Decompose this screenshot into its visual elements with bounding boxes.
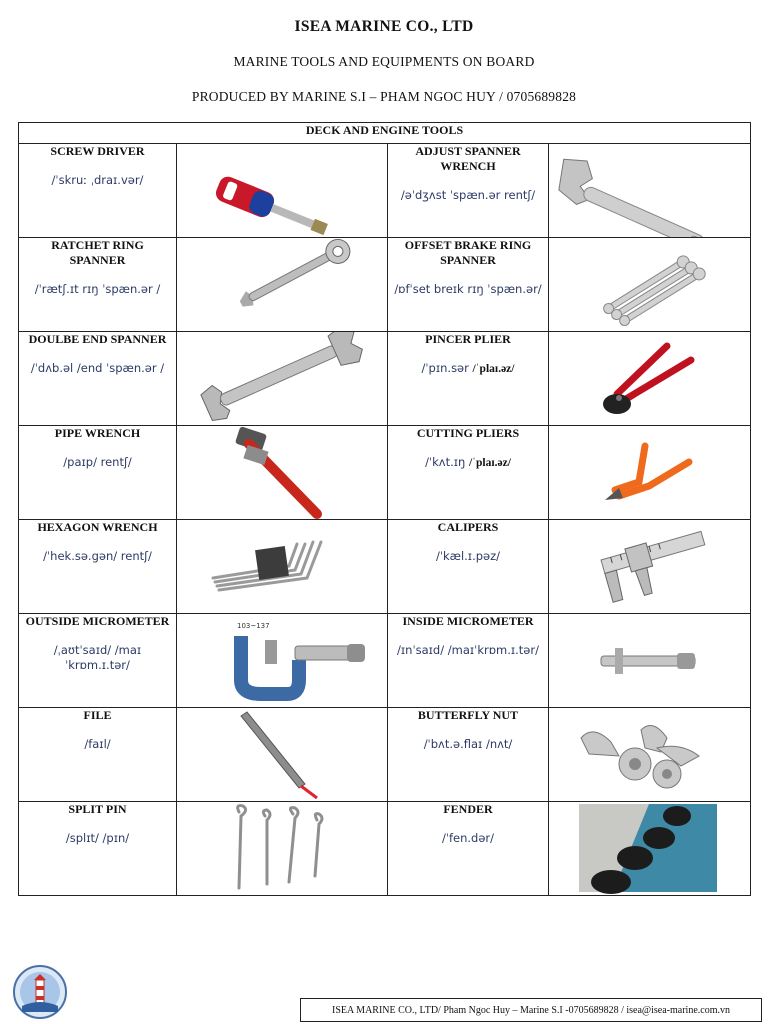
calipers-image bbox=[549, 520, 751, 614]
table-caption: DECK AND ENGINE TOOLS bbox=[19, 123, 751, 144]
tool-pronunciation: /ˈskruː ˌdraɪ.vər/ bbox=[51, 173, 144, 187]
company-title: ISEA MARINE CO., LTD bbox=[294, 18, 474, 35]
tool-pronunciation: /ˈdʌb.əl /end ˈspæn.ər / bbox=[30, 361, 165, 375]
offset-ring-spanner-icon bbox=[549, 238, 751, 331]
double-end-spanner-image bbox=[177, 332, 388, 426]
double-end-spanner-icon bbox=[177, 332, 388, 425]
tool-name: PINCER PLIER bbox=[425, 332, 511, 346]
tool-cell-outside-micrometer bbox=[19, 614, 177, 708]
tool-name: PIPE WRENCH bbox=[54, 426, 141, 440]
tool-cell-ratchet-spanner bbox=[19, 238, 177, 332]
screwdriver-icon bbox=[177, 144, 388, 237]
tool-name: SPLIT PIN bbox=[68, 802, 127, 816]
butterfly-nut-image bbox=[549, 708, 751, 802]
cutting-pliers-icon bbox=[549, 426, 751, 519]
tool-cell-pincer-plier bbox=[388, 332, 549, 426]
tool-pronunciation: /əˈdʒʌst ˈspæn.ər rentʃ/ bbox=[400, 188, 536, 202]
tool-cell-double-end-spanner bbox=[19, 332, 177, 426]
tools-table bbox=[18, 122, 751, 896]
tool-pronunciation: /ˈrætʃ.ɪt rɪŋ ˈspæn.ər / bbox=[34, 282, 161, 296]
tool-cell-fender bbox=[388, 802, 549, 896]
tool-name: ADJUST SPANNER WRENCH bbox=[415, 144, 521, 173]
tool-name: BUTTERFLY NUT bbox=[417, 708, 519, 722]
tool-pronunciation: /ˈkʌt.ɪŋ /ˈplaɪ.əz/ bbox=[425, 455, 511, 469]
tool-pronunciation: /ˌaʊtˈsaɪd/ /maɪˈkrɒm.ɪ.tər/ bbox=[53, 643, 142, 672]
table-row bbox=[19, 426, 751, 520]
document-subtitle: MARINE TOOLS AND EQUIPMENTS ON BOARD bbox=[233, 54, 535, 69]
tool-cell-hexagon-wrench bbox=[19, 520, 177, 614]
table-row bbox=[19, 802, 751, 896]
isea-lighthouse-logo bbox=[12, 964, 68, 1020]
hex-key-set-icon bbox=[177, 520, 388, 613]
file-image bbox=[177, 708, 388, 802]
tool-name: INSIDE MICROMETER bbox=[402, 614, 534, 628]
tool-name: OUTSIDE MICROMETER bbox=[25, 614, 170, 628]
table-row bbox=[19, 708, 751, 802]
inside-micrometer-icon bbox=[549, 614, 751, 707]
outside-micrometer-image bbox=[177, 614, 388, 708]
table-row bbox=[19, 614, 751, 708]
tool-name: HEXAGON WRENCH bbox=[37, 520, 158, 534]
tool-name: SCREW DRIVER bbox=[50, 144, 145, 158]
screwdriver-image bbox=[177, 144, 388, 238]
tool-cell-butterfly-nut bbox=[388, 708, 549, 802]
ratchet-spanner-icon bbox=[177, 238, 388, 331]
tool-pronunciation: /ˈfen.dər/ bbox=[441, 831, 495, 845]
fender-image bbox=[549, 802, 751, 896]
tool-cell-cutting-pliers bbox=[388, 426, 549, 520]
table-row bbox=[19, 520, 751, 614]
tool-pronunciation: /ˈpɪn.sər /ˈplaɪ.əz/ bbox=[421, 361, 515, 375]
tool-name: CALIPERS bbox=[437, 520, 499, 534]
adjustable-wrench-icon bbox=[549, 144, 751, 237]
tool-name: OFFSET BRAKE RING SPANNER bbox=[404, 238, 532, 267]
tool-pronunciation: /ɒfˈset breɪk rɪŋ ˈspæn.ər/ bbox=[394, 282, 542, 296]
inside-micrometer-image bbox=[549, 614, 751, 708]
tool-pronunciation: /paɪp/ rentʃ/ bbox=[63, 455, 132, 469]
tool-cell-calipers bbox=[388, 520, 549, 614]
micrometer-range-label: 103~137 bbox=[237, 622, 270, 630]
pipe-wrench-image bbox=[177, 426, 388, 520]
caliper-icon bbox=[549, 520, 751, 613]
tool-cell-pipe-wrench bbox=[19, 426, 177, 520]
tool-pronunciation: /ˈkæl.ɪ.pəz/ bbox=[435, 549, 501, 563]
outside-micrometer-icon bbox=[177, 614, 388, 707]
table-row bbox=[19, 144, 751, 238]
tool-pronunciation: /faɪl/ bbox=[84, 737, 111, 751]
tool-name: DOULBE END SPANNER bbox=[28, 332, 167, 346]
fender-icon bbox=[549, 802, 751, 895]
tool-name: RATCHET RING SPANNER bbox=[51, 238, 144, 267]
producer-line: PRODUCED BY MARINE S.I – PHAM NGOC HUY / 0705689828 bbox=[191, 89, 577, 104]
table-row bbox=[19, 332, 751, 426]
hex-key-image bbox=[177, 520, 388, 614]
split-pin-image bbox=[177, 802, 388, 896]
pincer-plier-image bbox=[549, 332, 751, 426]
tool-name: CUTTING PLIERS bbox=[416, 426, 520, 440]
tool-cell-split-pin bbox=[19, 802, 177, 896]
tool-cell-adjust-spanner bbox=[388, 144, 549, 238]
tool-cell-offset-ring-spanner bbox=[388, 238, 549, 332]
pipe-wrench-icon bbox=[177, 426, 388, 519]
tool-cell-file bbox=[19, 708, 177, 802]
cutting-pliers-image bbox=[549, 426, 751, 520]
table-row bbox=[19, 238, 751, 332]
tool-pronunciation: /ˈhek.sə.gən/ rentʃ/ bbox=[43, 549, 152, 563]
tool-pronunciation: /splɪt/ /pɪn/ bbox=[65, 831, 130, 845]
ratchet-spanner-image bbox=[177, 238, 388, 332]
tool-name: FILE bbox=[83, 708, 112, 722]
offset-spanner-image bbox=[549, 238, 751, 332]
tool-pronunciation: /ɪnˈsaɪd/ /maɪˈkrɒm.ɪ.tər/ bbox=[397, 643, 539, 657]
adjust-wrench-image bbox=[549, 144, 751, 238]
tool-name: FENDER bbox=[443, 802, 493, 816]
pincer-plier-icon bbox=[549, 332, 751, 425]
tool-cell-screw-driver bbox=[19, 144, 177, 238]
footer-contact: ISEA MARINE CO., LTD/ Pham Ngoc Huy – Marine S.I -0705689828 / isea@isea-marine.com.vn bbox=[300, 998, 762, 1022]
tool-cell-inside-micrometer bbox=[388, 614, 549, 708]
split-pin-icon bbox=[177, 802, 388, 895]
wing-nut-icon bbox=[549, 708, 751, 801]
tool-pronunciation: /ˈbʌt.ə.flaɪ /nʌt/ bbox=[423, 737, 513, 751]
file-tool-icon bbox=[177, 708, 388, 801]
